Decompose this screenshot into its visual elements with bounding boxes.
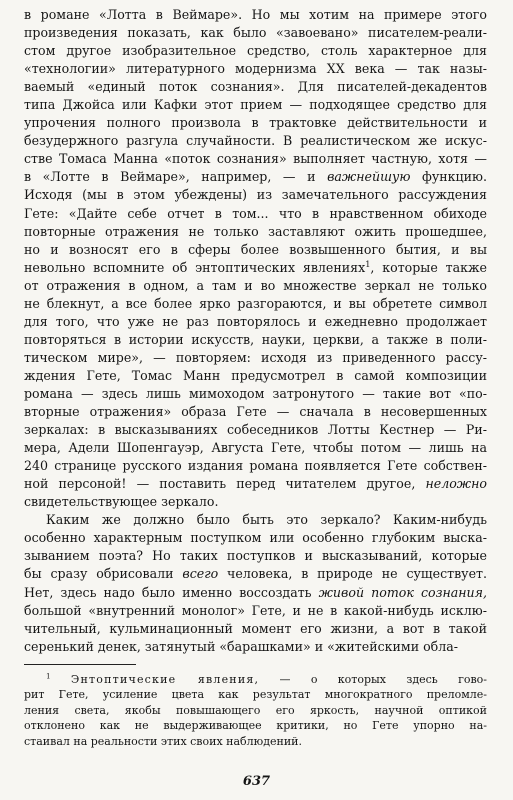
text-run: ления света, якобы повышающего его яркость, научной оптикой: [24, 703, 487, 717]
text-line: [24, 259, 487, 277]
text-line: [24, 421, 487, 439]
text-line: [24, 367, 487, 385]
text-run: невольно вспомните об энтоптических явлениях: [24, 259, 366, 275]
footnote-marker: 1: [365, 258, 371, 269]
text-run: человека, в природе не существует.: [218, 566, 487, 582]
text-line: [24, 602, 487, 620]
emphasis-text: неложно: [425, 476, 487, 492]
text-run: — о которых здесь гово-: [259, 673, 487, 686]
text-line: [24, 403, 487, 421]
text-run: «технологии» литературного модернизма XX века — так назы-: [24, 61, 487, 77]
text-run: особенно характерным поступком или особенно глубоким выска-: [24, 530, 487, 546]
text-line: [24, 475, 487, 493]
text-run: вторные отражения» образа Гете — сначала в несовершенных: [24, 404, 487, 420]
text-run: серенький денек, затянутый «барашками» и «житейскими обла-: [24, 638, 459, 654]
text-line: [24, 150, 487, 168]
text-line: [24, 331, 487, 349]
text-run: чительный, кульминационный момент его жизни, а вот в такой: [24, 620, 487, 636]
text-line: [24, 687, 487, 702]
text-line: [24, 511, 487, 529]
text-line: [24, 24, 487, 42]
text-run: рит Гете, усиление цвета как результат многократного преломле-: [24, 688, 487, 702]
text-line: [24, 457, 487, 475]
page-number: 637: [242, 774, 271, 789]
text-run: типа Джойса или Кафки этот прием — подходящее средство для: [24, 97, 487, 113]
text-run: тическом мире», — повторяем: исходя из приведенного рассу-: [24, 349, 487, 365]
text-run: ваемый «единый поток сознания». Для писателей-декадентов: [24, 79, 487, 95]
text-line: [24, 718, 487, 733]
text-line: [24, 584, 487, 602]
text-run: большой «внутренний монолог» Гете, и не в какой-нибудь исклю-: [24, 602, 487, 618]
text-line: [24, 186, 487, 204]
text-run: Гете: «Дайте себе отчет в том... что в нравственном обиходе: [24, 205, 487, 221]
text-line: [24, 132, 487, 150]
text-line: [24, 96, 487, 114]
paragraph: [24, 511, 487, 655]
text-run: безудержного разгула случайности. В реалистическом же искус-: [24, 133, 487, 149]
text-line: [24, 349, 487, 367]
text-run: для того, что уже не раз повторялось и ежедневно продолжает: [24, 313, 487, 329]
text-run: зыванием поэта? Но таких поступков и высказываний, которые: [24, 548, 487, 564]
text-line: [24, 78, 487, 96]
text-run: в романе «Лотта в Веймаре». Но мы хотим на примере этого: [24, 7, 487, 22]
text-run: Нет, здесь надо было именно воссоздать: [24, 584, 319, 600]
text-line: [24, 241, 487, 259]
text-line: [24, 313, 487, 331]
text-line: [24, 42, 487, 60]
text-run: ной персоной! — поставить перед читателем другое,: [24, 476, 426, 492]
text-run: зеркалах: в высказываниях собеседников Лотты Кестнер — Ри-: [24, 422, 487, 438]
text-line: [24, 529, 487, 547]
text-run: , которые также: [370, 259, 487, 275]
text-line: [24, 734, 487, 749]
text-line: [24, 565, 487, 583]
text-run: бы сразу обрисовали: [24, 566, 183, 582]
text-run: романа — здесь лишь мимоходом затронутого — такие вот «по-: [24, 385, 487, 401]
text-line: [24, 620, 487, 638]
text-run: от отражения в одном, а там и во множестве зеркал не только: [24, 277, 487, 293]
footnote-marker: 1: [46, 672, 51, 681]
text-line: [24, 638, 487, 656]
text-run: но и возносят его в сферы более возвышенного бытия, и вы: [24, 241, 487, 257]
text-run: мера, Адели Шопенгауэр, Августа Гете, чтобы потом — лишь на: [24, 440, 487, 456]
text-line: [24, 703, 487, 718]
text-line: [24, 439, 487, 457]
text-run: функцию.: [410, 169, 487, 185]
text-run: стом другое изобразительное средство, столь характерное для: [24, 43, 487, 59]
text-run: повторные отражения не только заставляют ожить прошедшее,: [24, 223, 487, 239]
text-run: 240 странице русского издания романа появляется Гете собствен-: [24, 458, 487, 474]
text-line: [24, 114, 487, 132]
text-line: [24, 385, 487, 403]
text-line: [24, 60, 487, 78]
text-line: [24, 547, 487, 565]
emphasis-text: живой поток сознания,: [318, 584, 487, 600]
emphasis-text: важнейшую: [327, 169, 411, 185]
text-run: стаивал на реальности этих своих наблюдений.: [24, 734, 303, 748]
text-line: [24, 223, 487, 241]
text-run: не блекнут, а все более ярко разгораются, и вы обретете символ: [24, 295, 487, 311]
text-line: [24, 6, 487, 24]
text-run: повторяться в истории искусств, науки, церкви, а также в поли-: [24, 331, 487, 347]
text-line: [24, 205, 487, 223]
text-run: стве Томаса Манна «поток сознания» выполняет частную, хотя —: [24, 151, 487, 167]
text-line: [24, 672, 487, 687]
text-run: [51, 673, 71, 686]
text-run: Энтоптические явления,: [70, 673, 260, 686]
text-line: [24, 277, 487, 295]
emphasis-text: всего: [182, 566, 219, 582]
text-run: ждения Гете, Томас Манн предусмотрел в самой композиции: [24, 367, 487, 383]
text-run: Исходя (мы в этом убеждены) из замечательного рассуждения: [24, 187, 487, 203]
text-run: произведения показать, как было «завоевано» писателем-реали-: [24, 25, 487, 41]
text-run: свидетельствующее зеркало.: [24, 494, 219, 510]
text-line: [24, 295, 487, 313]
text-run: упрочения полного произвола в трактовке действительности и: [24, 115, 487, 131]
text-run: в «Лотте в Веймаре», например, — и: [24, 169, 328, 185]
text-run: отклонено как не выдерживающее критики, но Гете упорно на-: [24, 719, 487, 733]
footnote-divider: [24, 664, 136, 665]
main-text: [24, 6, 487, 656]
text-line: [24, 168, 487, 186]
paragraph: [24, 6, 487, 511]
footnote: [24, 672, 487, 749]
text-run: Каким же должно было быть это зеркало? Каким-нибудь: [46, 512, 487, 528]
text-line: [24, 493, 487, 511]
